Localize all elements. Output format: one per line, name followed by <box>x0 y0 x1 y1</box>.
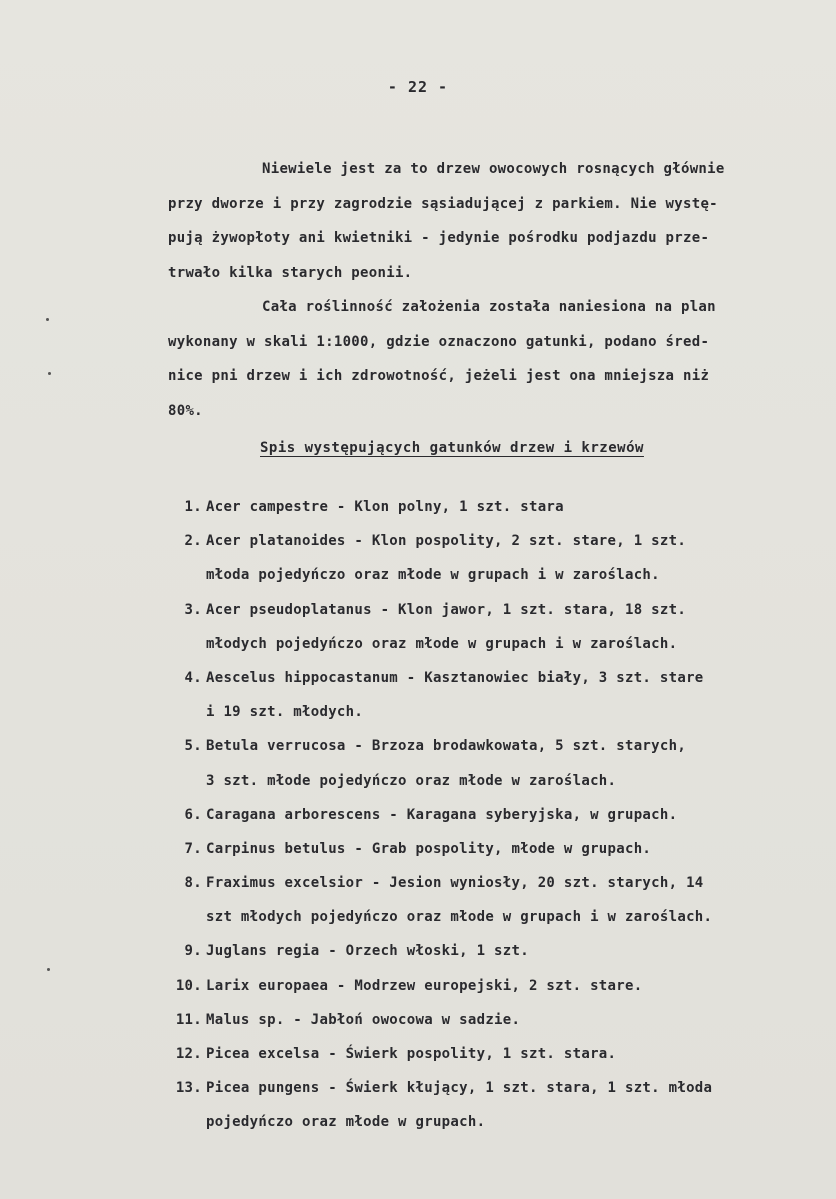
paragraph-line: pują żywopłoty ani kwietniki - jedynie pośrodku podjazdu prze- <box>168 230 710 246</box>
list-item-number: 7. <box>184 840 202 857</box>
list-item <box>160 1037 820 1071</box>
list-item-line: Fraximus excelsior - Jesion wyniosły, 20 szt. starych, 14 <box>206 875 704 892</box>
list-item-text <box>206 934 820 968</box>
list-item-number: 3. <box>184 601 202 618</box>
list-item-text <box>206 969 820 1003</box>
list-item-line: Carpinus betulus - Grab pospolity, młode w grupach. <box>206 840 652 857</box>
list-item-number: 1. <box>184 499 202 515</box>
list-item-number: 10. <box>175 977 202 994</box>
list-item-number: 12. <box>175 1046 202 1062</box>
list-item-line: pojedyńczo oraz młode w grupach. <box>206 1114 486 1131</box>
list-item-line: szt młodych pojedyńczo oraz młode w grupach i w zaroślach. <box>206 909 713 926</box>
species-list <box>160 490 820 1140</box>
list-item-number: 8. <box>184 875 202 892</box>
list-item-text <box>206 1037 820 1071</box>
list-item <box>160 798 820 832</box>
list-item-number: 9. <box>184 943 202 960</box>
list-item <box>160 490 820 524</box>
list-item-line: Picea excelsa - Świerk pospolity, 1 szt. stara. <box>206 1046 617 1062</box>
list-item-line: Acer platanoides - Klon pospolity, 2 szt. stare, 1 szt. <box>206 533 687 550</box>
list-item-text <box>206 1003 820 1037</box>
margin-mark <box>46 318 49 321</box>
list-item <box>160 593 820 661</box>
list-item-line: Acer pseudoplatanus - Klon jawor, 1 szt. stara, 18 szt. <box>206 601 687 618</box>
margin-mark <box>47 968 50 971</box>
list-item-number: 6. <box>184 806 202 823</box>
list-item <box>160 1003 820 1037</box>
list-item-number: 13. <box>175 1080 202 1097</box>
list-item-number: 5. <box>184 738 202 755</box>
list-item-line: i 19 szt. młodych. <box>206 704 364 721</box>
page-number: - 22 - <box>387 78 449 96</box>
paragraph-line: 80%. <box>168 402 203 419</box>
list-item-line: Aescelus hippocastanum - Kasztanowiec biały, 3 szt. stare <box>206 669 704 686</box>
paragraph-1 <box>168 152 813 290</box>
list-item <box>160 969 820 1003</box>
paragraph-2 <box>168 290 813 428</box>
list-item-line: Acer campestre - Klon polny, 1 szt. stara <box>206 499 564 515</box>
list-item-line: młodych pojedyńczo oraz młode w grupach i w zaroślach. <box>206 635 678 652</box>
paragraph-line: przy dworze i przy zagrodzie sąsiadującej z parkiem. Nie wystę- <box>168 195 718 212</box>
list-item-line: Picea pungens - Świerk kłujący, 1 szt. stara, 1 szt. młoda <box>206 1080 713 1097</box>
list-item-line: Caragana arborescens - Karagana syberyjska, w grupach. <box>206 806 678 823</box>
paragraph-line: Cała roślinność założenia została naniesiona na plan <box>262 299 716 315</box>
list-item-line: Betula verrucosa - Brzoza brodawkowata, 5 szt. starych, <box>206 738 687 755</box>
list-item-text <box>206 524 820 592</box>
list-item <box>160 1071 820 1139</box>
list-item <box>160 524 820 592</box>
list-item-text <box>206 490 820 524</box>
paragraph-line: wykonany w skali 1:1000, gdzie oznaczono gatunki, podano śred- <box>168 333 710 350</box>
list-item <box>160 866 820 934</box>
list-item-number: 4. <box>184 669 202 686</box>
list-item <box>160 729 820 797</box>
list-item-text <box>206 832 820 866</box>
species-list-heading: Spis występujących gatunków drzew i krzewów <box>260 440 644 456</box>
list-item-text <box>206 593 820 661</box>
list-item-line: Larix europaea - Modrzew europejski, 2 szt. stare. <box>206 977 643 994</box>
list-item-line: młoda pojedyńczo oraz młode w grupach i w zaroślach. <box>206 567 660 584</box>
list-item-text <box>206 866 820 934</box>
list-item <box>160 934 820 968</box>
paragraph-line: Niewiele jest za to drzew owocowych rosnących głównie <box>262 161 725 177</box>
list-item-line: Juglans regia - Orzech włoski, 1 szt. <box>206 943 529 960</box>
margin-mark <box>48 372 51 375</box>
list-item-text <box>206 661 820 729</box>
list-item-text <box>206 729 820 797</box>
list-item <box>160 661 820 729</box>
list-item-number: 2. <box>184 533 202 550</box>
list-item <box>160 832 820 866</box>
list-item-text <box>206 1071 820 1139</box>
list-item-line: Malus sp. - Jabłoń owocowa w sadzie. <box>206 1011 521 1028</box>
paragraph-line: trwało kilka starych peonii. <box>168 264 413 281</box>
list-item-number: 11. <box>175 1011 202 1028</box>
list-item-text <box>206 798 820 832</box>
list-item-line: 3 szt. młode pojedyńczo oraz młode w zaroślach. <box>206 772 617 789</box>
paragraph-line: nice pni drzew i ich zdrowotność, jeżeli jest ona mniejsza niż <box>168 368 710 384</box>
